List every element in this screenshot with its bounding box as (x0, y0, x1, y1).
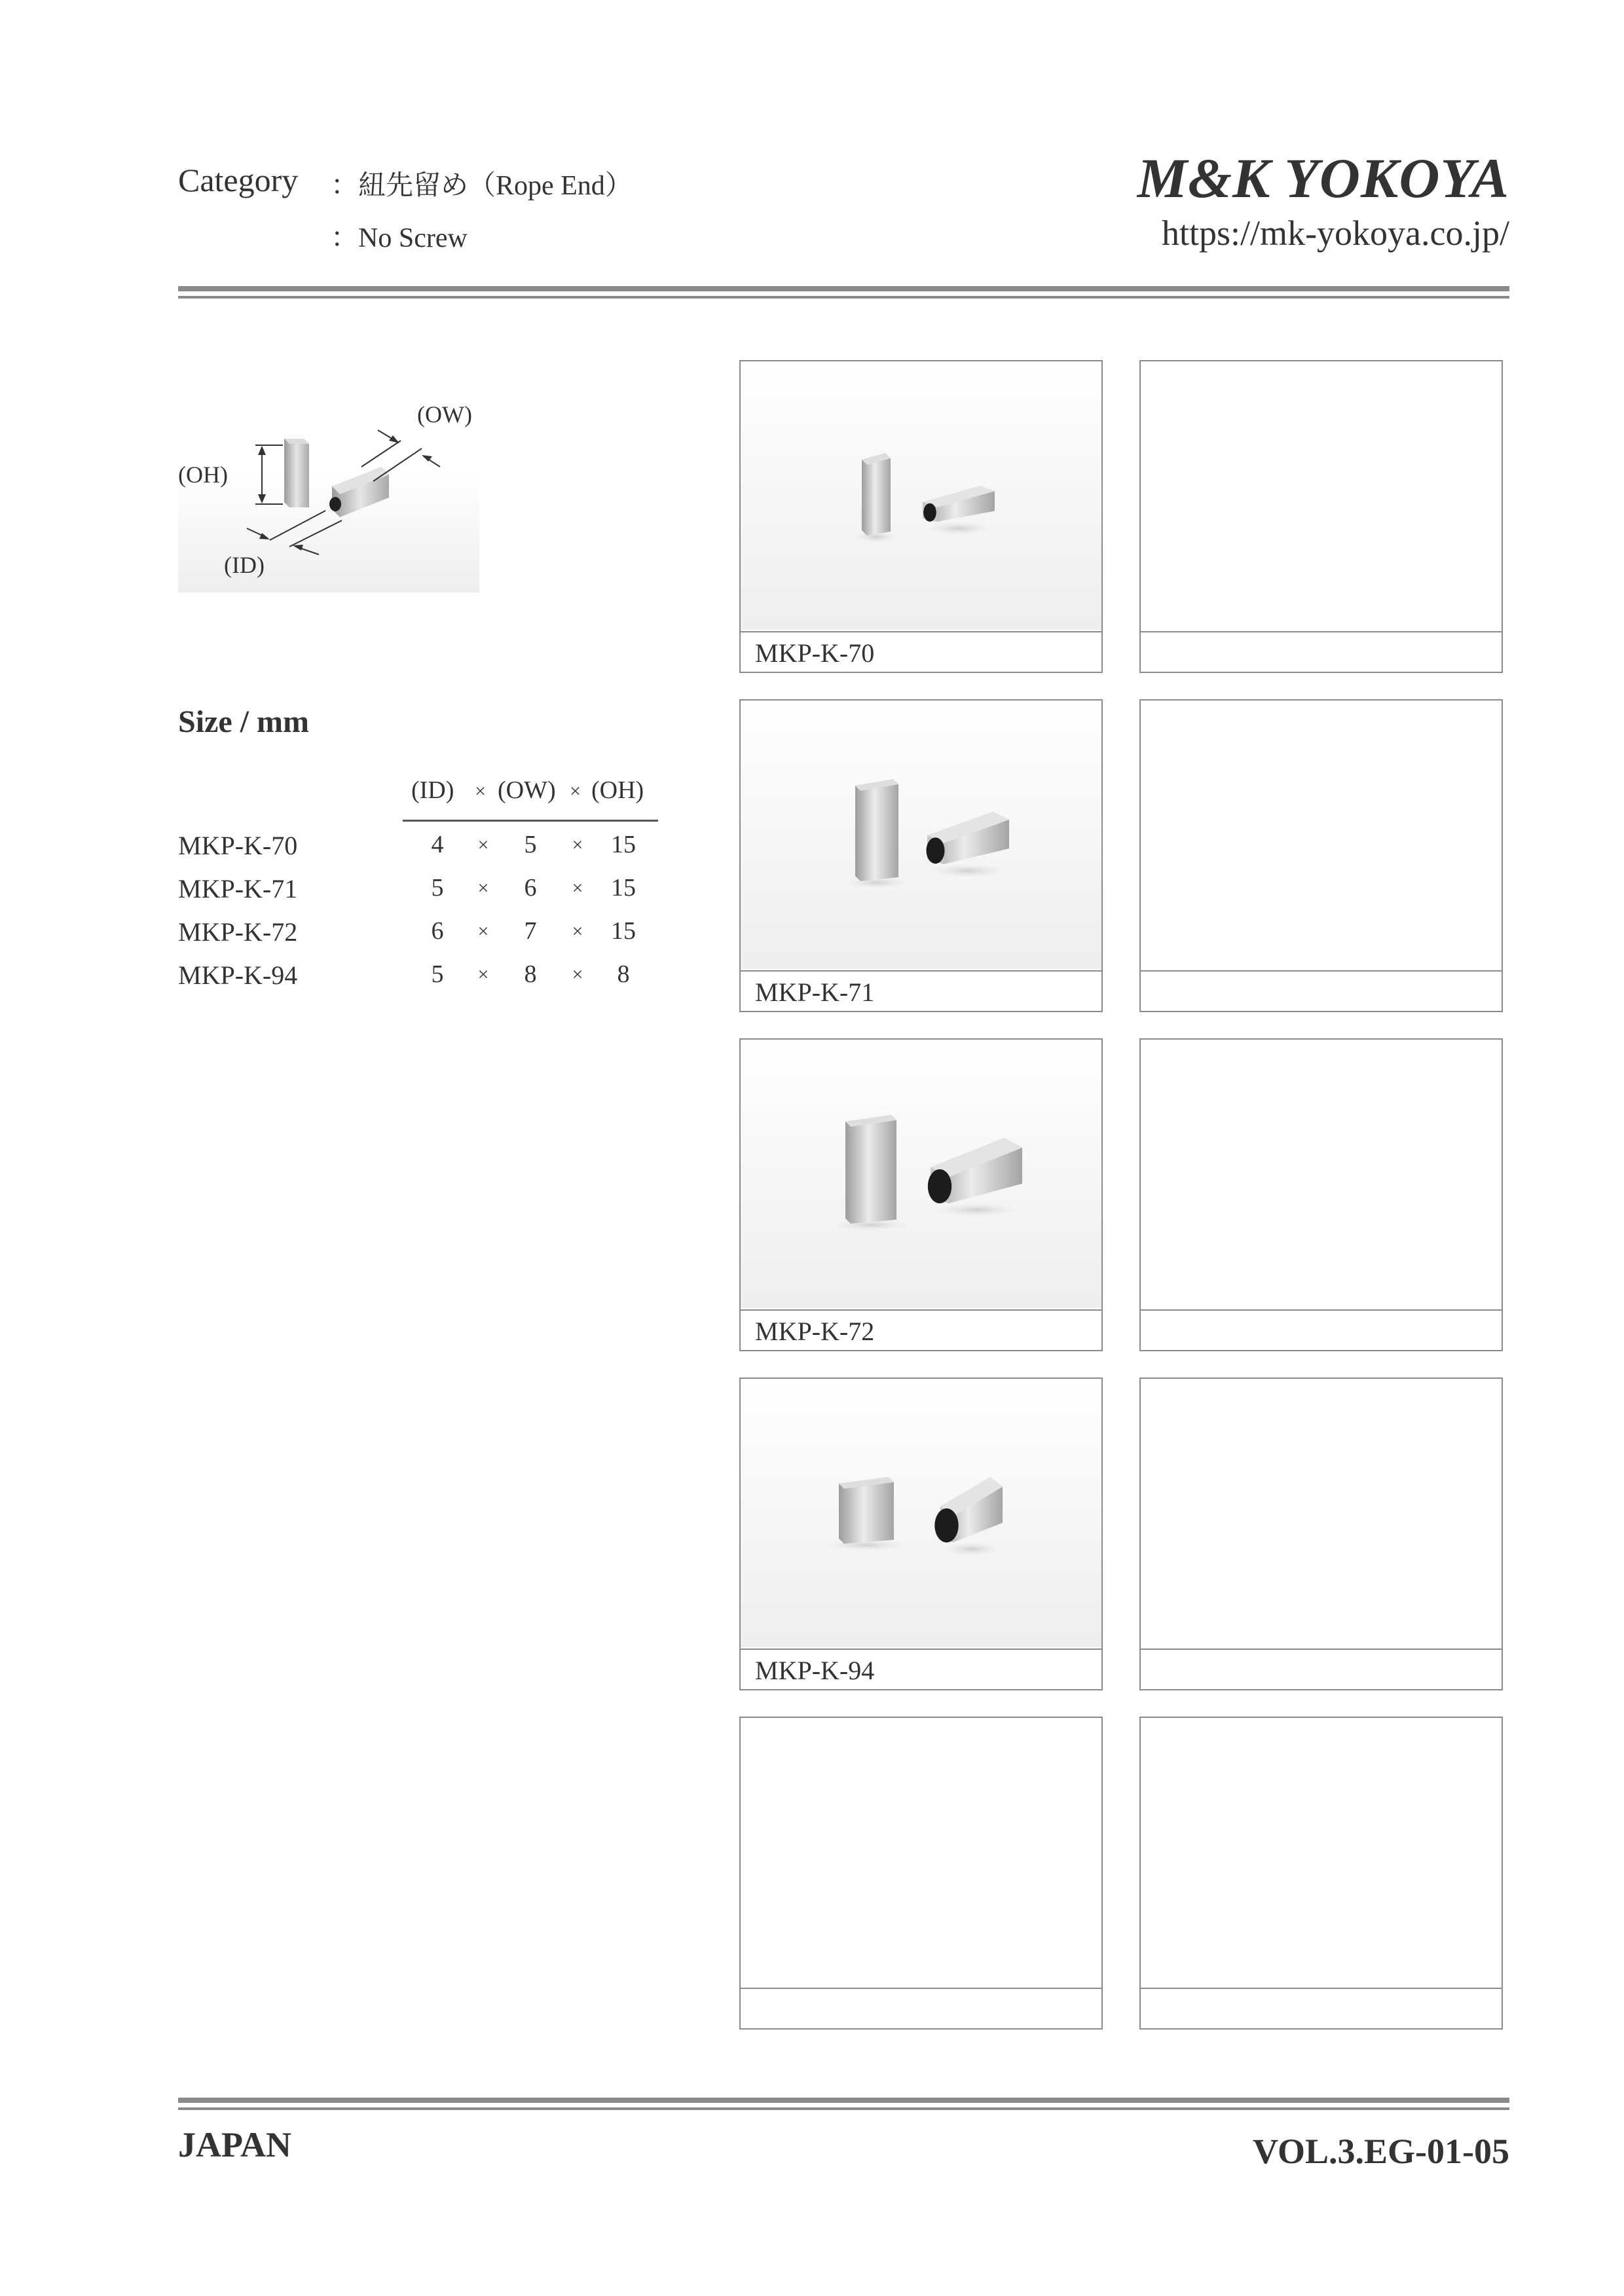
size-row-ow: 6 (524, 874, 537, 902)
product-caption: MKP-K-70 (755, 638, 875, 668)
size-row-x: × (477, 877, 489, 899)
size-row-oh: 15 (611, 917, 636, 945)
empty-photo-slot (741, 1718, 1101, 1986)
product-caption-box (741, 1309, 1101, 1351)
empty-photo-slot (1141, 361, 1502, 630)
label-oh: (OH) (178, 462, 228, 488)
header-x2: × (570, 780, 581, 802)
product-caption-box (741, 1988, 1101, 2030)
size-row-x: × (572, 964, 583, 985)
brand-logo: M&K YOKOYA (1137, 147, 1509, 210)
size-row-id: 5 (431, 874, 444, 902)
product-caption: MKP-K-72 (755, 1317, 875, 1346)
empty-photo-slot (1141, 1379, 1502, 1647)
product-card (1139, 1717, 1503, 2030)
header-rule-thick (178, 286, 1509, 291)
product-photo (741, 1379, 1101, 1647)
size-row-x: × (572, 877, 583, 899)
product-photo (741, 1040, 1101, 1308)
product-card (1139, 699, 1503, 1012)
product-caption-box (1141, 970, 1502, 1012)
footer-country: JAPAN (178, 2125, 291, 2164)
product-caption: MKP-K-94 (755, 1656, 875, 1685)
header-x1: × (475, 780, 486, 802)
label-id: (ID) (224, 552, 265, 578)
size-row-x: × (572, 920, 583, 942)
header-oh: (OH) (591, 776, 644, 804)
size-row-x: × (477, 920, 489, 942)
size-row-id: 4 (431, 831, 444, 858)
header-rule-thin (178, 296, 1509, 299)
product-caption-box (1141, 1649, 1502, 1690)
size-row-name: MKP-K-70 (178, 831, 298, 860)
size-row-x: × (477, 964, 489, 985)
category-value: ：紐先留め（Rope End） (331, 171, 633, 201)
product-card (739, 1038, 1103, 1351)
product-photo (741, 361, 1101, 630)
product-caption-box (741, 1649, 1101, 1690)
product-caption-box (741, 970, 1101, 1012)
product-card (739, 699, 1103, 1012)
size-row-ow: 7 (524, 917, 537, 945)
size-row-ow: 5 (524, 831, 537, 858)
site-url[interactable]: https://mk-yokoya.co.jp/ (1162, 213, 1509, 253)
table-header-rule (403, 820, 658, 822)
size-title: Size / mm (178, 704, 309, 739)
header-id: (ID) (411, 776, 454, 804)
size-row-id: 5 (431, 960, 444, 988)
product-card (739, 1377, 1103, 1690)
product-card (739, 1717, 1103, 2030)
size-row-name: MKP-K-72 (178, 917, 298, 947)
size-row-ow: 8 (524, 960, 537, 988)
product-caption: MKP-K-71 (755, 977, 875, 1007)
product-photo (741, 701, 1101, 969)
product-caption-box (1141, 631, 1502, 673)
product-caption-box (741, 631, 1101, 673)
header-ow: (OW) (498, 776, 556, 804)
size-row-oh: 8 (617, 960, 630, 988)
size-row-name: MKP-K-71 (178, 874, 298, 903)
category-label: Category (178, 162, 299, 198)
empty-photo-slot (1141, 1718, 1502, 1986)
footer-rule-thin (178, 2107, 1509, 2110)
label-ow: (OW) (417, 401, 472, 428)
footer-rule-thick (178, 2098, 1509, 2103)
empty-photo-slot (1141, 1040, 1502, 1308)
size-row-name: MKP-K-94 (178, 960, 298, 990)
size-row-x: × (477, 834, 489, 856)
footer-volume-code: VOL.3.EG-01-05 (1253, 2132, 1509, 2171)
product-caption-box (1141, 1309, 1502, 1351)
size-row-id: 6 (431, 917, 444, 945)
product-card (1139, 1038, 1503, 1351)
size-row-oh: 15 (611, 831, 636, 858)
product-card (739, 360, 1103, 673)
empty-photo-slot (1141, 701, 1502, 969)
product-standing-piece (284, 439, 309, 507)
size-row-oh: 15 (611, 874, 636, 902)
dimension-diagram (178, 383, 486, 592)
size-row-x: × (572, 834, 583, 856)
product-caption-box (1141, 1988, 1502, 2030)
category-subvalue: ：No Screw (331, 223, 468, 253)
product-card (1139, 360, 1503, 673)
product-card (1139, 1377, 1503, 1690)
